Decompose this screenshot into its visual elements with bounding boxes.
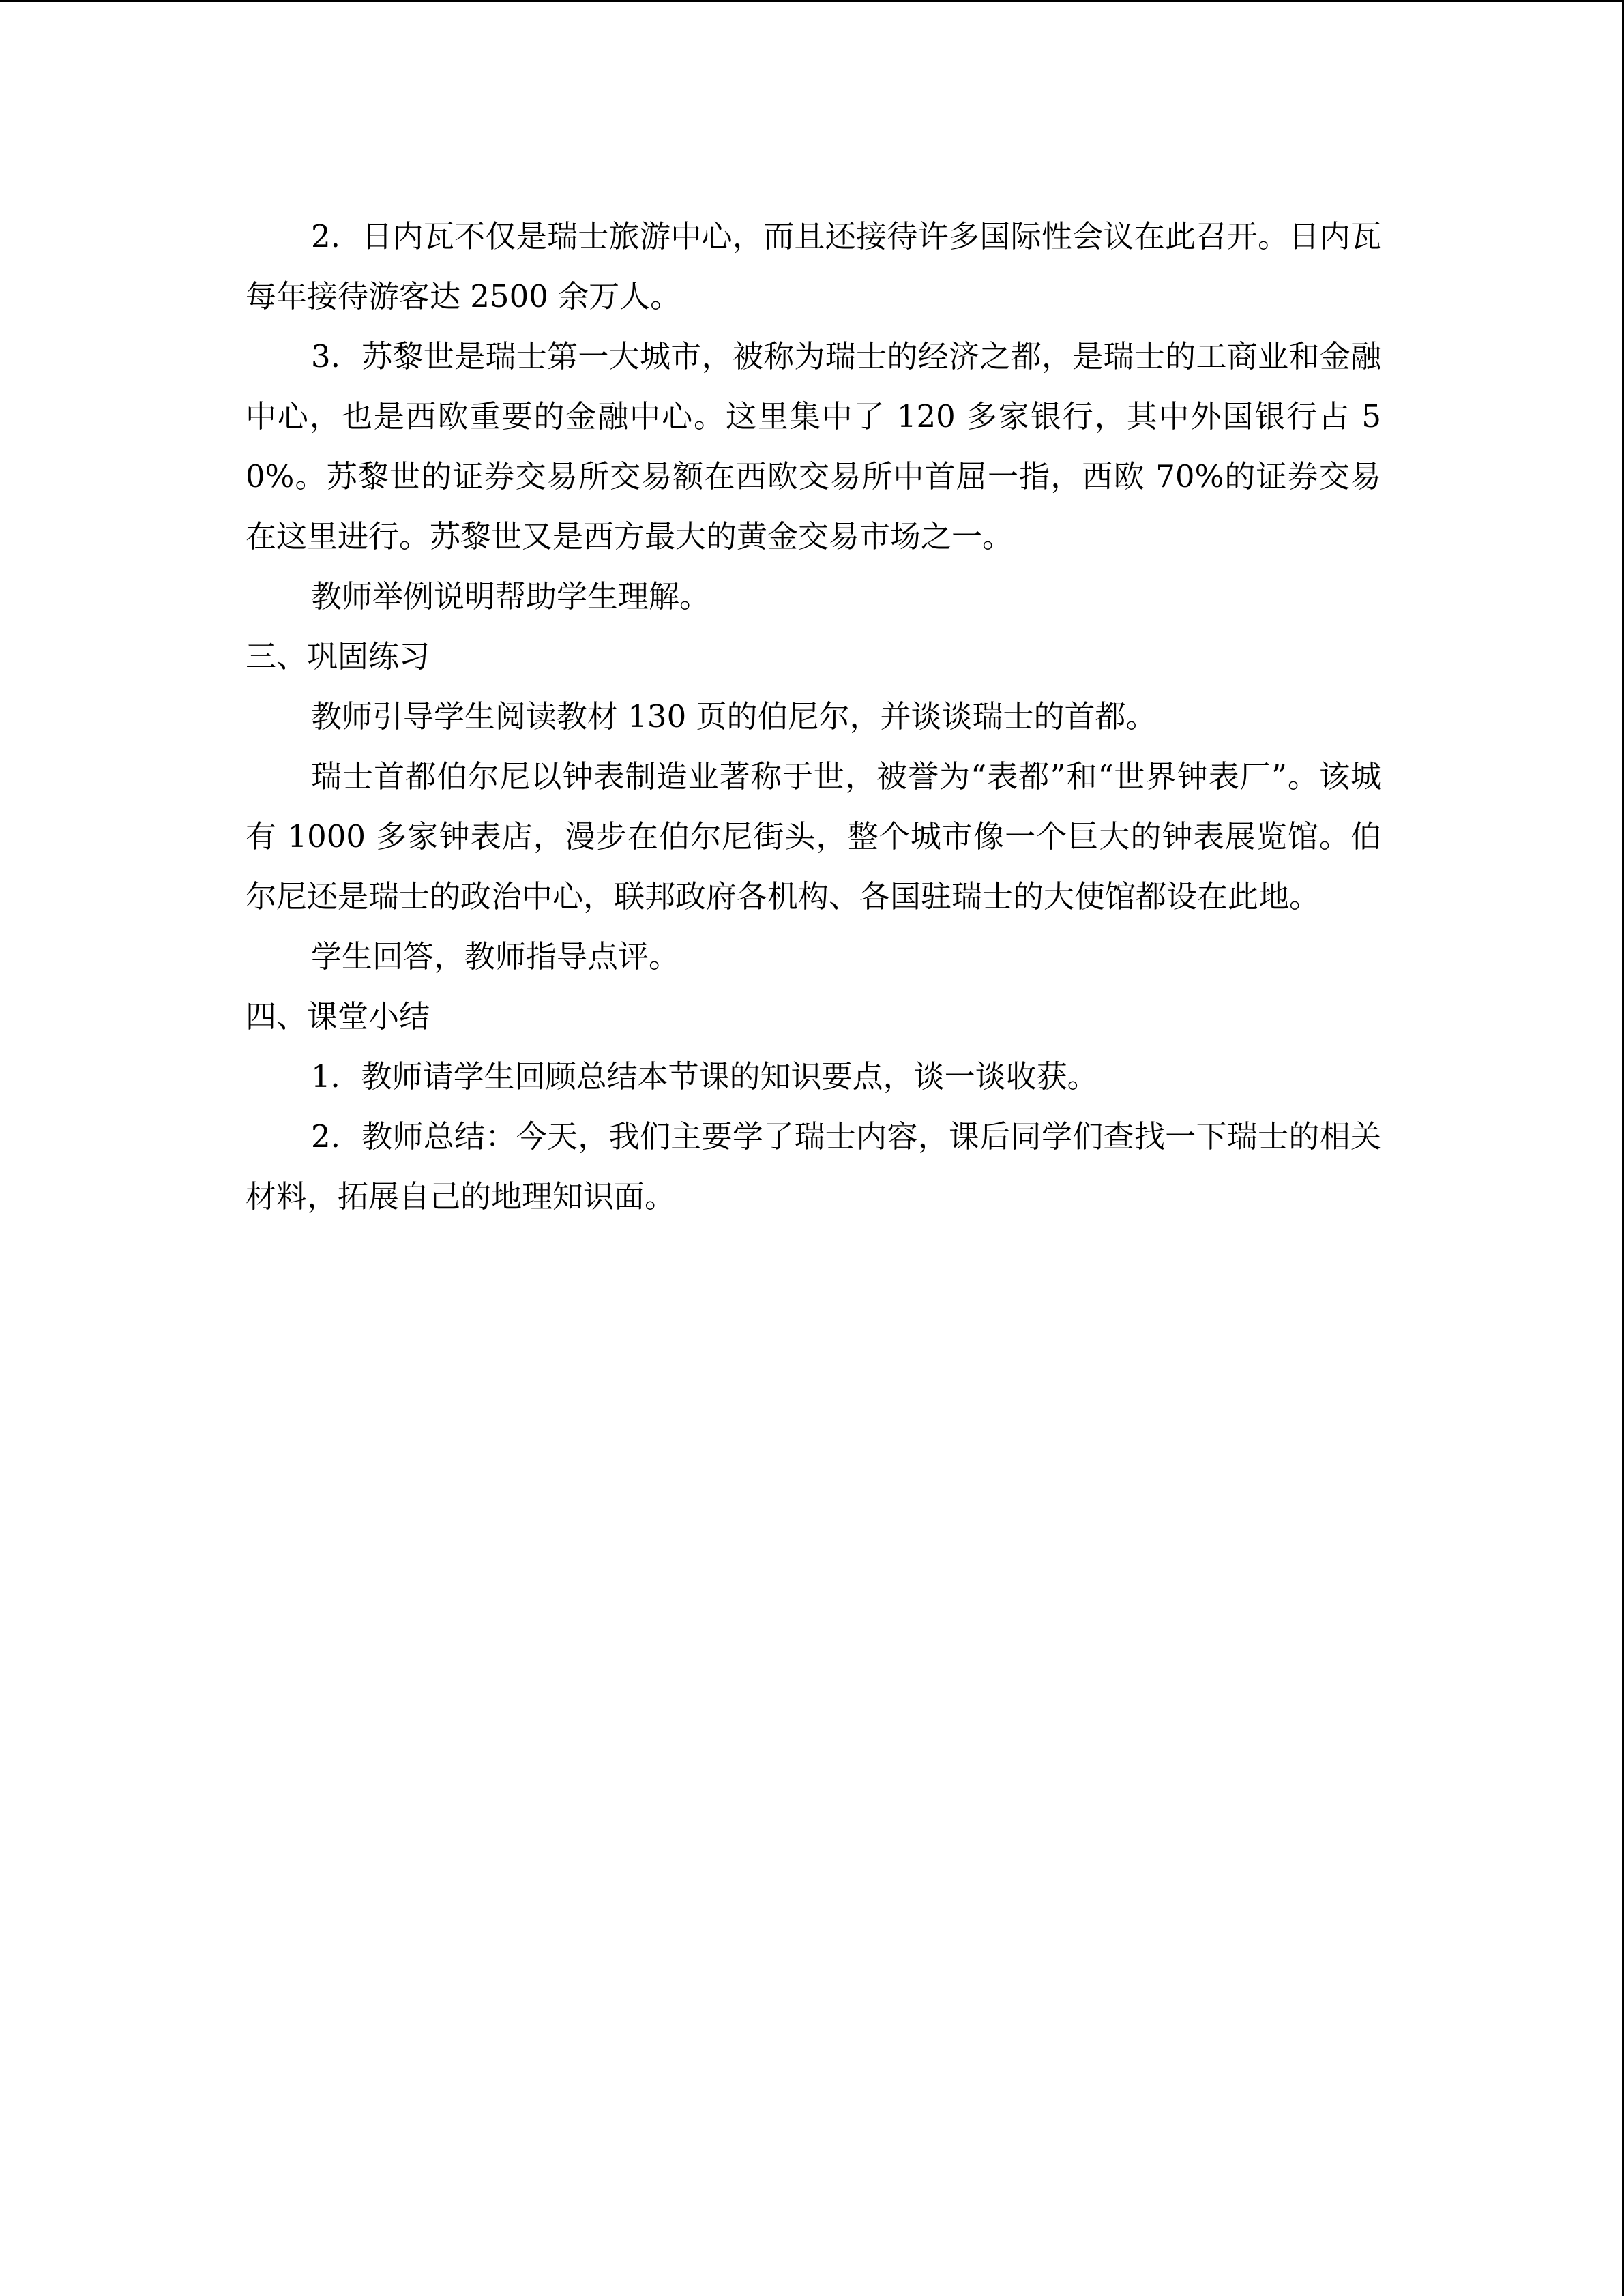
section-heading-practice: 三、巩固练习 <box>246 638 430 674</box>
paragraph-review: 1．教师请学生回顾总结本节课的知识要点，谈一谈收获。 <box>311 1058 1098 1094</box>
paragraph-zurich: 3．苏黎世是瑞士第一大城市，被称为瑞士的经济之都，是瑞士的工商业和金融中心，也是西欧重要的金融中心。这里集中了 120 多家银行，其中外国银行占 50%。苏黎世的证券交易所交易额在西欧交易所中首屈一指，西欧 70%的证券交易在这里进行。苏黎世又是西方最大的黄金交易市场之一。 <box>246 338 1381 554</box>
paragraph-reading-task: 教师引导学生阅读教材 130 页的伯尼尔，并谈谈瑞士的首都。 <box>311 698 1157 734</box>
paragraph-conclusion: 2．教师总结：今天，我们主要学了瑞士内容，课后同学们查找一下瑞士的相关材料，拓展自己的地理知识面。 <box>246 1118 1381 1214</box>
paragraph-student-answer: 学生回答，教师指导点评。 <box>311 938 680 974</box>
paragraph-bern: 瑞士首都伯尔尼以钟表制造业著称于世，被誉为“表都”和“世界钟表厂”。该城有 1000 多家钟表店，漫步在伯尔尼街头，整个城市像一个巨大的钟表展览馆。伯尔尼还是瑞士的政治中心，联邦政府各机构、各国驻瑞士的大使馆都设在此地。 <box>246 758 1381 914</box>
document-body <box>246 207 1381 1227</box>
paragraph-geneva: 2．日内瓦不仅是瑞士旅游中心，而且还接待许多国际性会议在此召开。日内瓦每年接待游客达 2500 余万人。 <box>246 218 1381 314</box>
section-heading-summary: 四、课堂小结 <box>246 998 430 1034</box>
paragraph-teacher-example: 教师举例说明帮助学生理解。 <box>311 578 711 614</box>
